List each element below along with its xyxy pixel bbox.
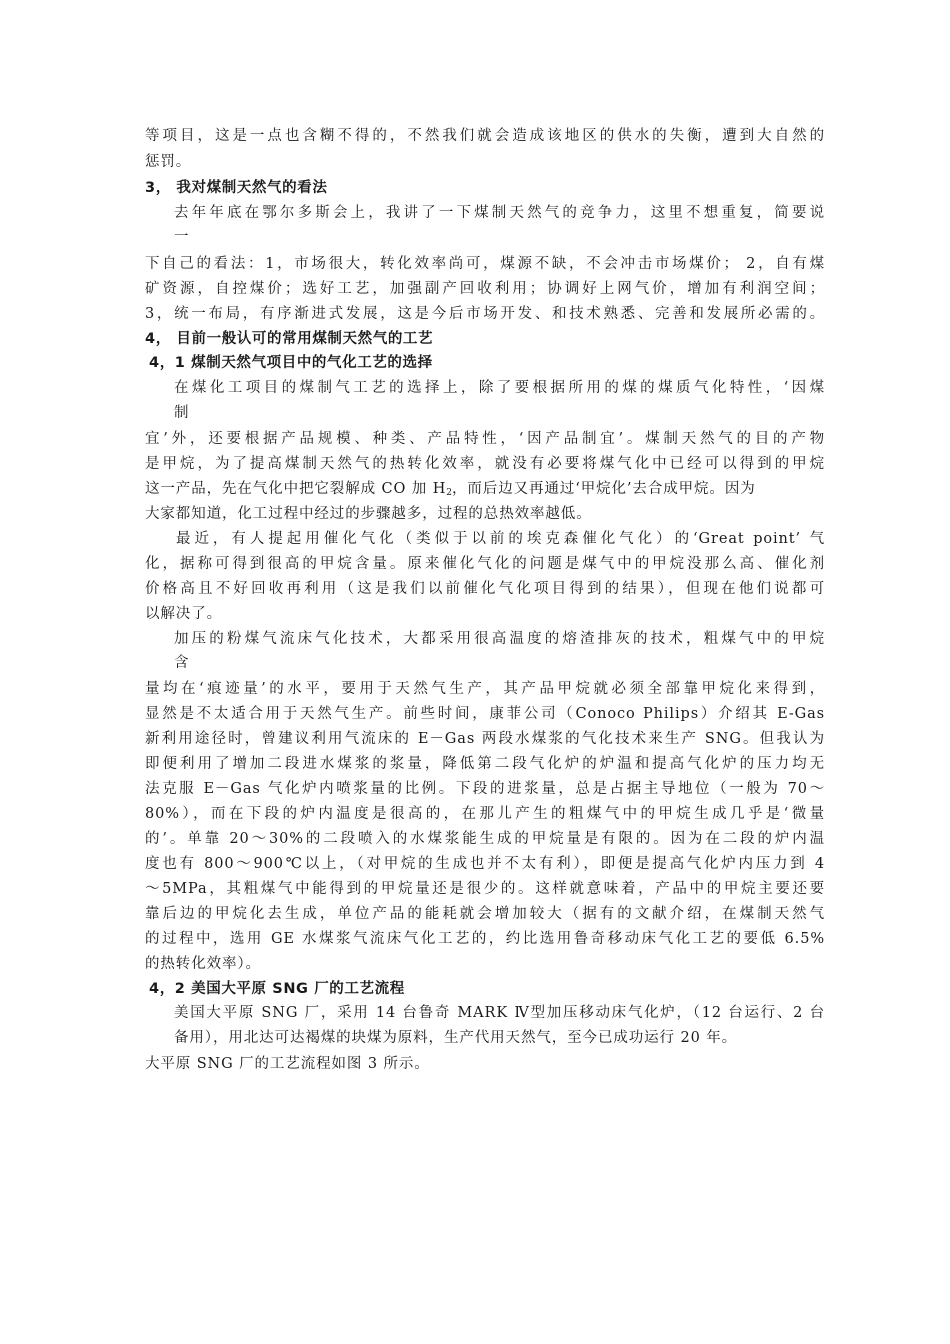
paragraph-line: 等项目，这是一点也含糊不得的，不然我们就会造成该地区的供水的失衡，遭到大自然的 — [145, 128, 825, 144]
paragraph-line: 含 — [174, 655, 190, 671]
paragraph-line: 宜’外，还要根据产品规模、种类、产品特性，‘因产品制宜’。煤制天然气的目的产物 — [145, 431, 825, 447]
paragraph-line: 大平原 SNG 厂的工艺流程如图 3 所示。 — [145, 1056, 430, 1072]
subsection-heading: 4，2 美国大平原 SNG 厂的工艺流程 — [149, 981, 405, 997]
paragraph-line: ～5MPa，其粗煤气中能得到的甲烷量还是很少的。这样就意味着，产品中的甲烷主要还要 — [145, 881, 825, 897]
paragraph-line: 备用），用北达可达褐煤的块煤为原料，生产代用天然气，至今已成功运行 20 年。 — [174, 1030, 738, 1046]
paragraph-line: 量均在‘痕迹量’的水平，要用于天然气生产，其产品甲烷就必须全部靠甲烷化来得到， — [145, 681, 825, 697]
paragraph-line: 化，据称可得到很高的甲烷含量。原来催化气化的问题是煤气中的甲烷没那么高、催化剂 — [145, 556, 825, 572]
paragraph-line: 度也有 800～900℃以上，（对甲烷的生成也并不太有利），即便是提高气化炉内压力到 4 — [145, 856, 825, 872]
section-heading: 4， 目前一般认可的常用煤制天然气的工艺 — [145, 331, 434, 347]
paragraph-line: 最近，有人提起用催化气化（类似于以前的埃克森催化气化）的‘Great point’ 气 — [176, 531, 825, 547]
paragraph-line: 价格高且不好回收再利用（这是我们以前催化气化项目得到的结果），但现在他们说都可 — [145, 581, 825, 597]
paragraph-line: 3，统一布局，有序渐进式发展，这是今后市场开发、和技术熟悉、完善和发展所必需的。 — [145, 306, 825, 322]
text-span: 这一产品，先在气化中把它裂解成 CO 加 H — [145, 481, 447, 497]
paragraph-line: 的’。单靠 20～30%的二段喷入的水煤浆能生成的甲烷量是有限的。因为在二段的炉内温 — [145, 831, 825, 847]
paragraph-line: 制 — [174, 405, 190, 421]
paragraph-line: 大家都知道，化工过程中经过的步骤越多，过程的总热效率越低。 — [145, 506, 592, 522]
paragraph-line — [145, 479, 825, 503]
paragraph-line: 下自己的看法：1，市场很大，转化效率尚可，煤源不缺，不会冲击市场煤价； 2，自有煤 — [145, 256, 825, 272]
paragraph-line: 的热转化效率）。 — [145, 956, 261, 972]
paragraph-line: 新利用途径时，曾建议利用气流床的 E－Gas 两段水煤浆的气化技术来生产 SNG。但我认为 — [145, 731, 825, 747]
paragraph-line: 法克服 E－Gas 气化炉内喷浆量的比例。下段的进浆量，总是占据主导地位（一般为 70～ — [145, 781, 825, 797]
paragraph-line: 靠后边的甲烷化去生成，单位产品的能耗就会增加较大（据有的文献介绍，在煤制天然气 — [145, 906, 825, 922]
paragraph-line: 美国大平原 SNG 厂，采用 14 台鲁奇 MARK Ⅳ型加压移动床气化炉，（12 台运行、2 台 — [174, 1005, 825, 1021]
paragraph-line: 矿资源，自控煤价；选好工艺，加强副产回收利用；协调好上网气价，增加有利润空间； — [145, 281, 825, 297]
paragraph-line: 加压的粉煤气流床气化技术，大都采用很高温度的熔渣排灰的技术，粗煤气中的甲烷 — [174, 631, 825, 647]
subscript-text: 2 — [446, 488, 452, 498]
text-span: ，而后边又再通过‘甲烷化’去合成甲烷。因为 — [452, 481, 756, 497]
paragraph-line: 的过程中，选用 GE 水煤浆气流床气化工艺的，约比选用鲁奇移动床气化工艺的要低 6.5% — [145, 931, 825, 947]
paragraph-line: 即便利用了增加二段进水煤浆的浆量，降低第二段气化炉的炉温和提高气化炉的压力均无 — [145, 756, 825, 772]
paragraph-line: 去年年底在鄂尔多斯会上，我讲了一下煤制天然气的竞争力，这里不想重复，简要说 — [174, 205, 825, 221]
subsection-heading: 4，1 煤制天然气项目中的气化工艺的选择 — [149, 355, 433, 371]
paragraph-line: 80%），而在下段的炉内温度是很高的，在那儿产生的粗煤气中的甲烷生成几乎是‘微量 — [145, 806, 825, 822]
paragraph-line: 一 — [174, 229, 190, 245]
paragraph-line: 在煤化工项目的煤制气工艺的选择上，除了要根据所用的煤的煤质气化特性，‘因煤 — [174, 380, 825, 396]
section-heading: 3， 我对煤制天然气的看法 — [145, 180, 328, 196]
paragraph-line: 是甲烷，为了提高煤制天然气的热转化效率，就没有必要将煤气化中已经可以得到的甲烷 — [145, 456, 825, 472]
paragraph-line: 显然是不太适合用于天然气生产。前些时间，康菲公司（Conoco Philips）介绍其 E-Gas — [145, 706, 825, 722]
paragraph-line: 惩罚。 — [145, 154, 192, 170]
paragraph-line: 以解决了。 — [145, 606, 222, 622]
